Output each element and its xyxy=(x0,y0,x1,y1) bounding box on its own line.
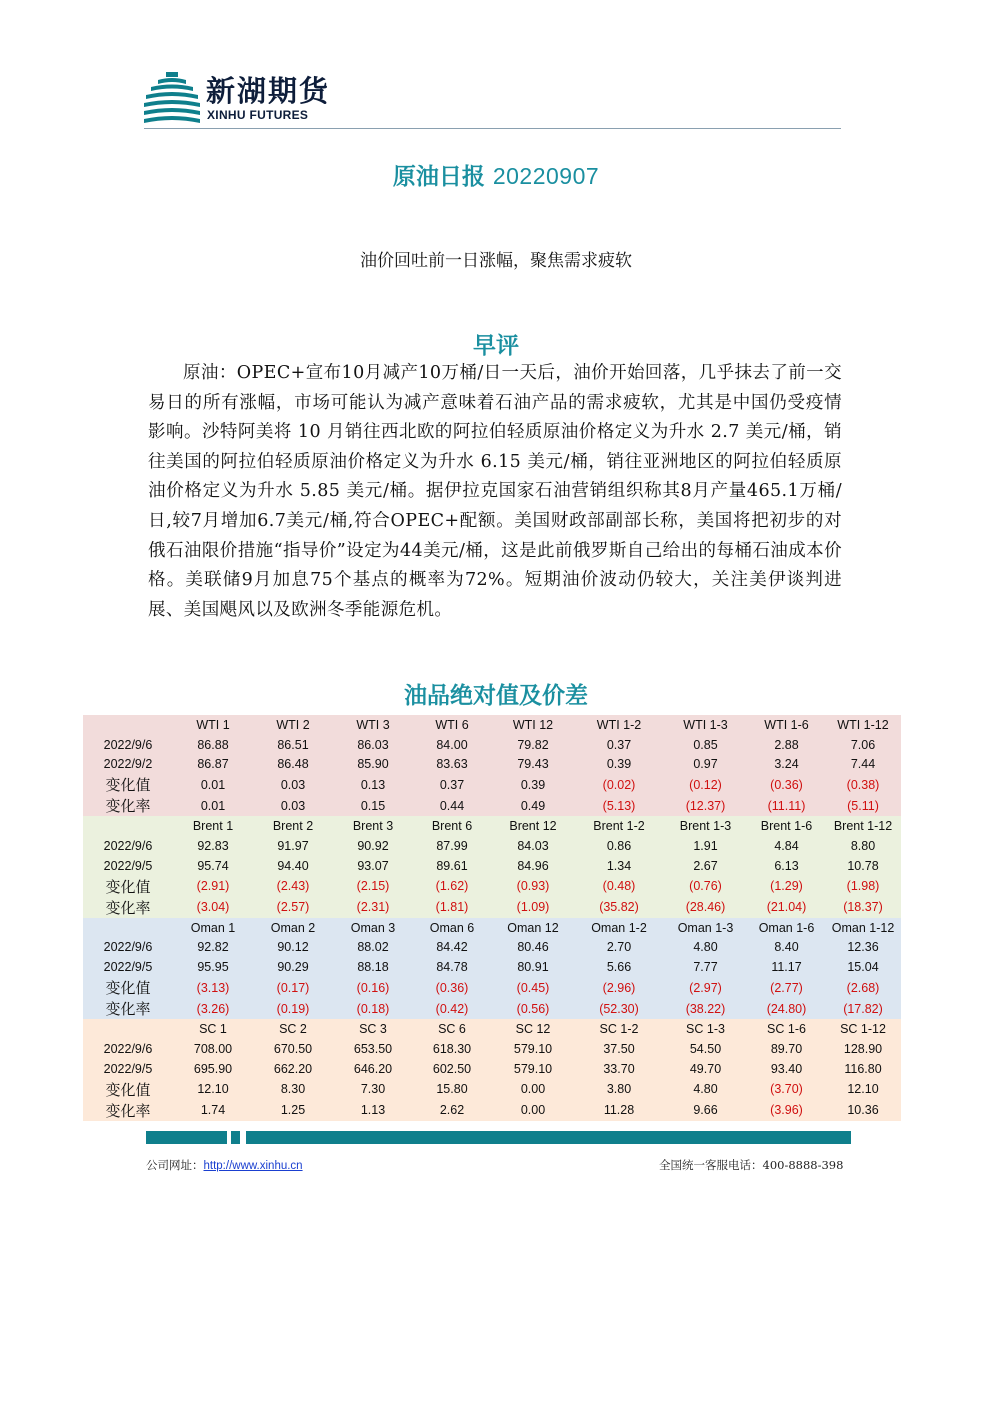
table-row xyxy=(83,998,901,1019)
table-cell: 80.91 xyxy=(491,957,575,977)
table-cell: (3.26) xyxy=(173,998,253,1019)
table-cell: 0.13 xyxy=(333,774,413,795)
table-cell: (28.46) xyxy=(663,897,748,918)
row-label: 2022/9/5 xyxy=(83,856,173,876)
table-cell: 84.42 xyxy=(413,938,491,958)
table-row xyxy=(83,836,901,856)
header-divider xyxy=(144,128,841,129)
table-cell: 86.03 xyxy=(333,735,413,755)
table-cell: (24.80) xyxy=(748,998,825,1019)
column-header: WTI 6 xyxy=(413,715,491,735)
header-blank-cell xyxy=(83,816,173,836)
table-cell: 0.97 xyxy=(663,755,748,775)
table-cell: 90.12 xyxy=(253,938,333,958)
table-cell: (2.91) xyxy=(173,876,253,897)
table-row xyxy=(83,897,901,918)
xinhu-wave-logo-icon xyxy=(144,72,200,124)
table-cell: (12.37) xyxy=(663,795,748,816)
table-cell: (0.17) xyxy=(253,977,333,998)
table-cell: 7.77 xyxy=(663,957,748,977)
table-cell: 0.03 xyxy=(253,795,333,816)
column-header: SC 6 xyxy=(413,1019,491,1039)
table-cell: (0.38) xyxy=(825,774,901,795)
footer-website-link[interactable]: http://www.xinhu.cn xyxy=(203,1160,303,1172)
column-header: Oman 12 xyxy=(491,918,575,938)
table-cell: 12.10 xyxy=(173,1079,253,1100)
table-row xyxy=(83,1039,901,1059)
table-cell: 95.95 xyxy=(173,957,253,977)
column-header: Brent 1-3 xyxy=(663,816,748,836)
column-header: SC 12 xyxy=(491,1019,575,1039)
table-cell: 6.13 xyxy=(748,856,825,876)
table-cell: (1.09) xyxy=(491,897,575,918)
table-cell: 86.88 xyxy=(173,735,253,755)
table-cell: 9.66 xyxy=(663,1100,748,1121)
row-label: 变化率 xyxy=(83,1100,173,1121)
table-row xyxy=(83,735,901,755)
column-header: WTI 12 xyxy=(491,715,575,735)
column-header: SC 2 xyxy=(253,1019,333,1039)
table-cell: 5.66 xyxy=(575,957,663,977)
table-cell: 653.50 xyxy=(333,1039,413,1059)
brent-header-row xyxy=(83,816,901,836)
table-cell: 89.61 xyxy=(413,856,491,876)
column-header: WTI 1-3 xyxy=(663,715,748,735)
table-cell: 1.34 xyxy=(575,856,663,876)
table-row xyxy=(83,856,901,876)
table-cell: 15.04 xyxy=(825,957,901,977)
table-row xyxy=(83,795,901,816)
table-cell: (0.76) xyxy=(663,876,748,897)
column-header: Brent 3 xyxy=(333,816,413,836)
price-spread-table-wrapper xyxy=(83,715,901,1121)
table-cell: 86.51 xyxy=(253,735,333,755)
table-cell: 11.17 xyxy=(748,957,825,977)
table-cell: (3.04) xyxy=(173,897,253,918)
column-header: SC 1 xyxy=(173,1019,253,1039)
report-title-text: 原油日报 xyxy=(392,164,485,190)
table-cell: (2.31) xyxy=(333,897,413,918)
table-cell: 579.10 xyxy=(491,1059,575,1079)
table-cell: 4.80 xyxy=(663,938,748,958)
table-cell: 2.62 xyxy=(413,1100,491,1121)
table-cell: (0.12) xyxy=(663,774,748,795)
table-cell: 1.74 xyxy=(173,1100,253,1121)
table-cell: 1.13 xyxy=(333,1100,413,1121)
column-header: Oman 6 xyxy=(413,918,491,938)
table-cell: 0.37 xyxy=(413,774,491,795)
table-row xyxy=(83,977,901,998)
table-cell: 37.50 xyxy=(575,1039,663,1059)
table-cell: 11.28 xyxy=(575,1100,663,1121)
sc-header-row xyxy=(83,1019,901,1039)
row-label: 变化率 xyxy=(83,795,173,816)
table-cell: 49.70 xyxy=(663,1059,748,1079)
table-cell: (2.43) xyxy=(253,876,333,897)
table-cell: (0.42) xyxy=(413,998,491,1019)
table-cell: 0.01 xyxy=(173,795,253,816)
column-header: Oman 1 xyxy=(173,918,253,938)
table-cell: (1.81) xyxy=(413,897,491,918)
column-header: Oman 1-6 xyxy=(748,918,825,938)
table-cell: 93.40 xyxy=(748,1059,825,1079)
table-cell: 8.80 xyxy=(825,836,901,856)
column-header: Brent 12 xyxy=(491,816,575,836)
column-header: Brent 1-12 xyxy=(825,816,901,836)
footer-website xyxy=(146,1157,303,1173)
table-cell: 91.97 xyxy=(253,836,333,856)
table-cell: 8.40 xyxy=(748,938,825,958)
table-cell: 695.90 xyxy=(173,1059,253,1079)
table-cell: (0.02) xyxy=(575,774,663,795)
report-subtitle: 油价回吐前一日涨幅，聚焦需求疲软 xyxy=(360,251,632,271)
table-row xyxy=(83,774,901,795)
table-cell: 2.88 xyxy=(748,735,825,755)
morning-review-body: 原油：OPEC+宣布10月减产10万桶/日一天后，油价开始回落，几乎抹去了前一交易日的所有涨幅，市场可能认为减产意味着石油产品的需求疲软，尤其是中国仍受疫情影响。沙特阿美将 10 月销往西北欧的阿拉伯轻质原油价格定义为升水 2.7 美元/桶，销往美国的阿拉伯轻质原油价格定义为升水 6.15 美元/桶，销往亚洲地区的阿拉伯轻质原油价格定义为升水 5.85 美元/桶。据伊拉克国家石油营销组织称其8月产量465.1万桶/日,较7月增加6.7美元/桶,符合OPEC+配额。美国财政部副部长称，美国将把初步的对俄石油限价措施“指导价”设定为44美元/桶，这是此前俄罗斯自己给出的每桶石油成本价格。美联储9月加息75个基点的概率为72%。短期油价波动仍较大，关注美伊谈判进展、美国飓风以及欧洲冬季能源危机。 xyxy=(148,363,842,620)
price-spread-table xyxy=(83,715,901,1121)
row-label: 2022/9/6 xyxy=(83,938,173,958)
table-cell: (18.37) xyxy=(825,897,901,918)
table-row xyxy=(83,957,901,977)
table-cell: (52.30) xyxy=(575,998,663,1019)
table-cell: 84.00 xyxy=(413,735,491,755)
row-label: 变化值 xyxy=(83,774,173,795)
table-row xyxy=(83,755,901,775)
table-cell: 618.30 xyxy=(413,1039,491,1059)
table-cell: 89.70 xyxy=(748,1039,825,1059)
column-header: Brent 6 xyxy=(413,816,491,836)
table-cell: (0.16) xyxy=(333,977,413,998)
row-label: 变化率 xyxy=(83,897,173,918)
table-cell: (3.70) xyxy=(748,1079,825,1100)
column-header: WTI 3 xyxy=(333,715,413,735)
table-cell: 92.83 xyxy=(173,836,253,856)
table-cell: 0.39 xyxy=(575,755,663,775)
row-label: 2022/9/6 xyxy=(83,735,173,755)
table-row xyxy=(83,1059,901,1079)
company-logo xyxy=(144,72,334,124)
table-cell: 33.70 xyxy=(575,1059,663,1079)
table-cell: 3.80 xyxy=(575,1079,663,1100)
table-cell: 79.43 xyxy=(491,755,575,775)
table-cell: 0.85 xyxy=(663,735,748,755)
table-cell: (0.36) xyxy=(748,774,825,795)
table-cell: (0.18) xyxy=(333,998,413,1019)
row-label: 变化值 xyxy=(83,876,173,897)
logo-english-name: XINHU FUTURES xyxy=(207,108,309,122)
table-cell: 128.90 xyxy=(825,1039,901,1059)
column-header: Brent 1 xyxy=(173,816,253,836)
table-cell: 3.24 xyxy=(748,755,825,775)
column-header: Brent 2 xyxy=(253,816,333,836)
table-row xyxy=(83,938,901,958)
table-cell: 116.80 xyxy=(825,1059,901,1079)
table-cell: (0.19) xyxy=(253,998,333,1019)
header-blank-cell xyxy=(83,1019,173,1039)
table-cell: (5.13) xyxy=(575,795,663,816)
row-label: 变化率 xyxy=(83,998,173,1019)
table-cell: 0.44 xyxy=(413,795,491,816)
report-title xyxy=(0,158,992,191)
column-header: WTI 1-12 xyxy=(825,715,901,735)
table-cell: (0.93) xyxy=(491,876,575,897)
row-label: 2022/9/6 xyxy=(83,1039,173,1059)
table-cell: 95.74 xyxy=(173,856,253,876)
column-header: SC 1-3 xyxy=(663,1019,748,1039)
table-cell: 10.78 xyxy=(825,856,901,876)
row-label: 变化值 xyxy=(83,977,173,998)
table-cell: (1.29) xyxy=(748,876,825,897)
table-cell: 1.91 xyxy=(663,836,748,856)
column-header: Brent 1-2 xyxy=(575,816,663,836)
table-cell: 93.07 xyxy=(333,856,413,876)
table-cell: 0.49 xyxy=(491,795,575,816)
footer-bar-segment-1 xyxy=(146,1131,227,1144)
morning-review-heading: 早评 xyxy=(473,333,519,359)
column-header: SC 1-6 xyxy=(748,1019,825,1039)
table-cell: 94.40 xyxy=(253,856,333,876)
column-header: SC 1-2 xyxy=(575,1019,663,1039)
table-cell: 92.82 xyxy=(173,938,253,958)
table-cell: 7.44 xyxy=(825,755,901,775)
oman-header-row xyxy=(83,918,901,938)
table-cell: (2.57) xyxy=(253,897,333,918)
table-cell: 1.25 xyxy=(253,1100,333,1121)
table-cell: 2.67 xyxy=(663,856,748,876)
logo-chinese-name: 新湖期货 xyxy=(206,74,331,108)
table-cell: 7.06 xyxy=(825,735,901,755)
table-cell: (3.96) xyxy=(748,1100,825,1121)
table-cell: 90.92 xyxy=(333,836,413,856)
table-cell: 83.63 xyxy=(413,755,491,775)
table-row xyxy=(83,1100,901,1121)
table-cell: 10.36 xyxy=(825,1100,901,1121)
table-cell: 0.03 xyxy=(253,774,333,795)
table-cell: 0.86 xyxy=(575,836,663,856)
footer-hotline: 全国统一客服电话：400-8888-398 xyxy=(659,1158,844,1172)
table-cell: 8.30 xyxy=(253,1079,333,1100)
table-cell: 84.03 xyxy=(491,836,575,856)
table-cell: 670.50 xyxy=(253,1039,333,1059)
column-header: WTI 2 xyxy=(253,715,333,735)
column-header: SC 3 xyxy=(333,1019,413,1039)
row-label: 变化值 xyxy=(83,1079,173,1100)
table-cell: 708.00 xyxy=(173,1039,253,1059)
table-cell: 84.78 xyxy=(413,957,491,977)
table-cell: (2.96) xyxy=(575,977,663,998)
table-cell: 86.48 xyxy=(253,755,333,775)
table-cell: 0.01 xyxy=(173,774,253,795)
column-header: SC 1-12 xyxy=(825,1019,901,1039)
column-header: Brent 1-6 xyxy=(748,816,825,836)
table-cell: 0.39 xyxy=(491,774,575,795)
table-cell: (17.82) xyxy=(825,998,901,1019)
footer-website-label: 公司网址： xyxy=(146,1158,204,1172)
table-cell: 85.90 xyxy=(333,755,413,775)
table-cell: 0.00 xyxy=(491,1100,575,1121)
table-cell: 579.10 xyxy=(491,1039,575,1059)
row-label: 2022/9/2 xyxy=(83,755,173,775)
table-cell: 88.18 xyxy=(333,957,413,977)
table-row xyxy=(83,1079,901,1100)
footer-bar-segment-3 xyxy=(246,1131,851,1144)
table-cell: 15.80 xyxy=(413,1079,491,1100)
footer-bar-segment-2 xyxy=(231,1131,240,1144)
column-header: Oman 1-12 xyxy=(825,918,901,938)
wti-header-row xyxy=(83,715,901,735)
table-cell: 12.10 xyxy=(825,1079,901,1100)
header-blank-cell xyxy=(83,918,173,938)
table-cell: (35.82) xyxy=(575,897,663,918)
table-cell: (1.62) xyxy=(413,876,491,897)
table-cell: (2.97) xyxy=(663,977,748,998)
table-cell: (2.77) xyxy=(748,977,825,998)
table-cell: 2.70 xyxy=(575,938,663,958)
table-cell: (0.45) xyxy=(491,977,575,998)
table-cell: (2.68) xyxy=(825,977,901,998)
table-cell: 646.20 xyxy=(333,1059,413,1079)
table-cell: (11.11) xyxy=(748,795,825,816)
table-cell: 0.00 xyxy=(491,1079,575,1100)
table-cell: (2.15) xyxy=(333,876,413,897)
table-cell: (1.98) xyxy=(825,876,901,897)
column-header: Oman 2 xyxy=(253,918,333,938)
table-cell: 54.50 xyxy=(663,1039,748,1059)
table-row xyxy=(83,876,901,897)
column-header: Oman 3 xyxy=(333,918,413,938)
column-header: WTI 1 xyxy=(173,715,253,735)
table-cell: 7.30 xyxy=(333,1079,413,1100)
row-label: 2022/9/6 xyxy=(83,836,173,856)
table-cell: (0.56) xyxy=(491,998,575,1019)
table-cell: (3.13) xyxy=(173,977,253,998)
report-date: 20220907 xyxy=(492,163,600,189)
table-cell: (0.36) xyxy=(413,977,491,998)
table-cell: 84.96 xyxy=(491,856,575,876)
table-cell: 0.15 xyxy=(333,795,413,816)
table-cell: 90.29 xyxy=(253,957,333,977)
table-cell: (5.11) xyxy=(825,795,901,816)
header-blank-cell xyxy=(83,715,173,735)
table-cell: 4.84 xyxy=(748,836,825,856)
column-header: Oman 1-3 xyxy=(663,918,748,938)
table-cell: 80.46 xyxy=(491,938,575,958)
column-header: WTI 1-2 xyxy=(575,715,663,735)
table-cell: (38.22) xyxy=(663,998,748,1019)
row-label: 2022/9/5 xyxy=(83,957,173,977)
table-cell: 662.20 xyxy=(253,1059,333,1079)
table-cell: 88.02 xyxy=(333,938,413,958)
table-cell: 79.82 xyxy=(491,735,575,755)
table-cell: 4.80 xyxy=(663,1079,748,1100)
table-cell: (0.48) xyxy=(575,876,663,897)
table-cell: (21.04) xyxy=(748,897,825,918)
price-table-heading: 油品绝对值及价差 xyxy=(404,683,588,709)
table-cell: 602.50 xyxy=(413,1059,491,1079)
column-header: Oman 1-2 xyxy=(575,918,663,938)
column-header: WTI 1-6 xyxy=(748,715,825,735)
row-label: 2022/9/5 xyxy=(83,1059,173,1079)
table-cell: 86.87 xyxy=(173,755,253,775)
table-cell: 12.36 xyxy=(825,938,901,958)
table-cell: 0.37 xyxy=(575,735,663,755)
table-cell: 87.99 xyxy=(413,836,491,856)
